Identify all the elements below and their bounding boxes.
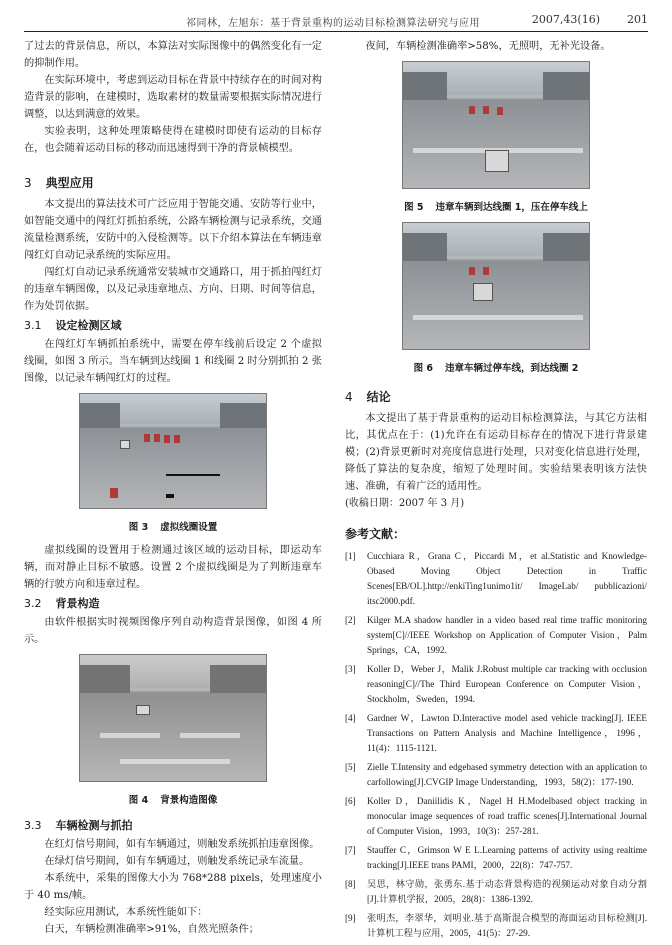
section-title: 典型应用 <box>45 176 94 190</box>
section-number: 4 <box>345 390 353 404</box>
paragraph: 了过去的背景信息，所以，本算法对实际图像中的偶然变化有一定的抑制作用。 <box>24 41 322 69</box>
reference-number: [2] <box>345 615 356 625</box>
reference-number: [9] <box>345 913 356 923</box>
reference-text: Zielle T.Intensity and edgebased symmetry detection with an application to carfollowing[J].CVGIP Image Understanding，1993，58(2)：177-190. <box>367 762 647 787</box>
figure-5 <box>345 61 647 216</box>
figure-4-image <box>79 654 267 782</box>
figure-3-image <box>79 393 267 509</box>
header-volume: 2007,43(16) <box>531 13 600 26</box>
figure-caption-text: 违章车辆过停车线，到达线圈 2 <box>445 363 579 374</box>
subsection-number: 3.3 <box>24 819 42 832</box>
figure-number: 图 6 <box>413 363 433 374</box>
figure-3-caption <box>24 519 322 536</box>
figure-number: 图 3 <box>128 522 149 533</box>
figure-number: 图 5 <box>404 202 424 213</box>
figure-6-image <box>402 222 590 350</box>
reference-number: [1] <box>345 551 356 561</box>
figure-6 <box>345 222 647 377</box>
figure-4-caption <box>24 792 322 809</box>
running-header <box>24 10 648 32</box>
reference-text: Gardner W，Lawton D.Interactive model ased vehicle tracking[J]. IEEE Transactions on Pattern Analysis and Machine Intelligence，1996，11(4)：1115-1121. <box>367 713 647 753</box>
figure-4 <box>24 654 322 809</box>
reference-item <box>345 877 647 907</box>
references-heading: 参考文献： <box>345 527 406 541</box>
figure-5-caption <box>345 199 647 216</box>
subsection-heading-3-2 <box>24 595 322 612</box>
reference-number: [4] <box>345 713 356 723</box>
paragraph: 在实际环境中，考虑到运动目标在背景中持续存在的时间对构造背景的影响，在建模时，选取素材的数量需要根据实际情况进行调整，以达到满意的效果。 <box>24 75 322 120</box>
paragraph: 本系统中，采集的图像大小为 768*288 pixels，处理速度小于 40 ms/帧。 <box>24 873 322 901</box>
paragraph: 在红灯信号期间，如有车辆通过，则触发系统抓拍违章图像。 <box>44 839 320 850</box>
paragraph: 虚拟线圈的设置用于检测通过该区域的运动目标，即运动车辆，而对静止目标不敏感。设置 2 个虚拟线圈是为了判断违章车辆的行驶方向和违章过程。 <box>24 545 322 590</box>
paragraph: 在闯红灯车辆抓拍系统中，需要在停车线前后设定 2 个虚拟线圈，如图 3 所示。当车辆到达线圈 1 和线圈 2 时分别抓拍 2 张图像，以记录车辆闯红灯的过程。 <box>24 339 322 384</box>
paragraph: 白天，车辆检测准确率>91%，自然光照条件； <box>44 924 259 935</box>
reference-number: [3] <box>345 664 356 674</box>
header-page-number: 201 <box>627 13 648 26</box>
section-heading-3 <box>24 175 322 192</box>
section-title: 结论 <box>366 390 391 404</box>
paragraph: 由软件根据实时视频图像序列自动构造背景图像，如图 4 所示。 <box>24 617 322 645</box>
header-authors-title: 祁同林，左旭东：基于背景重构的运动目标检测算法研究与应用 <box>186 18 480 29</box>
reference-item <box>345 760 647 790</box>
subsection-title: 背景构造 <box>55 597 100 610</box>
subsection-title: 车辆检测与抓拍 <box>55 819 133 832</box>
reference-text: Kilger M.A shadow handler in a video based real time traffic monitoring system[C]//IEEE Workshop on Application of Computer Vision，Palm Springs，CA，1992. <box>367 615 647 655</box>
reference-item <box>345 794 647 839</box>
left-column <box>24 38 322 938</box>
reference-number: [7] <box>345 845 356 855</box>
reference-item <box>345 843 647 873</box>
paragraph: 在绿灯信号期间，如有车辆通过，则触发系统记录车流量。 <box>44 856 310 867</box>
subsection-heading-3-3 <box>24 817 322 834</box>
reference-text: Koller D，Daniilidis K，Nagel H H.Modelbased object tracking in monocular image sequences of road traffic scenes[J].International Journal of Computer Vision，1993，10(3)：257-281. <box>367 796 647 836</box>
reference-item <box>345 662 647 707</box>
reference-item <box>345 613 647 658</box>
reference-item <box>345 711 647 756</box>
received-date: (收稿日期：2007 年 3 月) <box>345 498 465 509</box>
subsection-heading-3-1 <box>24 317 322 334</box>
reference-text: Cucchiara R，Grana C，Piccardi M，et al.Statistic and Knowledge-Obased Moving Object Detection in Traffic Scenes[EB/OL].http://enkiTing1unimo1it/ ImageLab/ pubblicazioni/ itsc2000.pdf. <box>367 551 647 606</box>
figure-caption-text: 违章车辆到达线圈 1，压在停车线上 <box>435 202 588 213</box>
reference-text: Koller D，Weber J，Malik J.Robust multiple car tracking with occlusion reasoning[C]//The Third European Conference on Computer Vision，Stockholm，Sweden，1994. <box>367 664 647 704</box>
reference-text: Stauffer C，Grimson W E L.Learning patterns of activity using realtime tracking[J].IEEE trans PAMI，2000，22(8)：747-757. <box>367 845 647 870</box>
section-heading-4 <box>345 389 647 406</box>
reference-text: 吴思，林守勋，张勇东.基于动态背景构造的视频运动对象自动分割[J].计算机学报，2005，28(8)：1386-1392. <box>367 879 647 904</box>
right-column <box>345 38 647 945</box>
paragraph: 本文提出了基于背景重构的运动目标检测算法，与其它方法相比，其优点在于：(1)允许在有运动目标存在的情况下进行背景建模；(2)背景更新时对亮度信息进行处理，只对变化信息进行处理，降低了算法的复杂度，缩短了处理时间。实验结果表明该方法快速、准确，有着广泛的适用性。 <box>345 413 647 492</box>
figure-6-caption <box>345 360 647 377</box>
paragraph: 经实际应用测试，本系统性能如下： <box>44 907 208 918</box>
paragraph: 闯红灯自动记录系统通常安装城市交通路口，用于抓拍闯红灯的违章车辆图像，以及记录违章地点、方向、日期、时间等信息，作为处罚依据。 <box>24 267 322 312</box>
subsection-number: 3.2 <box>24 597 42 610</box>
figure-number: 图 4 <box>128 795 149 806</box>
reference-number: [6] <box>345 796 356 806</box>
reference-item <box>345 911 647 941</box>
reference-item <box>345 549 647 609</box>
reference-number: [8] <box>345 879 356 889</box>
figure-caption-text: 虚拟线圈设置 <box>160 522 218 533</box>
reference-text: 张明杰，李翠华，刘明业.基于高斯混合模型的海面运动目标检测[J].计算机工程与应用，2005，41(5)：27-29. <box>367 913 647 938</box>
reference-number: [5] <box>345 762 356 772</box>
paragraph: 本文提出的算法技术可广泛应用于智能交通、安防等行业中，如智能交通中的闯红灯抓拍系统，公路车辆检测与记录系统，交通流量检测系统，安防中的入侵检测等。以下介绍本算法在车辆违章闯红灯自动记录系统的实际应用。 <box>24 199 322 261</box>
figure-3 <box>24 393 322 536</box>
figure-5-image <box>402 61 590 189</box>
section-number: 3 <box>24 176 32 190</box>
subsection-title: 设定检测区域 <box>55 319 122 332</box>
figure-caption-text: 背景构造图像 <box>160 795 218 806</box>
paragraph: 实验表明，这种处理策略使得在建模时即使有运动的目标存在，也会随着运动目标的移动而迅速得到干净的背景帧模型。 <box>24 126 322 154</box>
subsection-number: 3.1 <box>24 319 42 332</box>
paragraph: 夜间，车辆检测准确率>58%，无照明，无补光设备。 <box>365 41 611 52</box>
references-list <box>345 549 647 941</box>
